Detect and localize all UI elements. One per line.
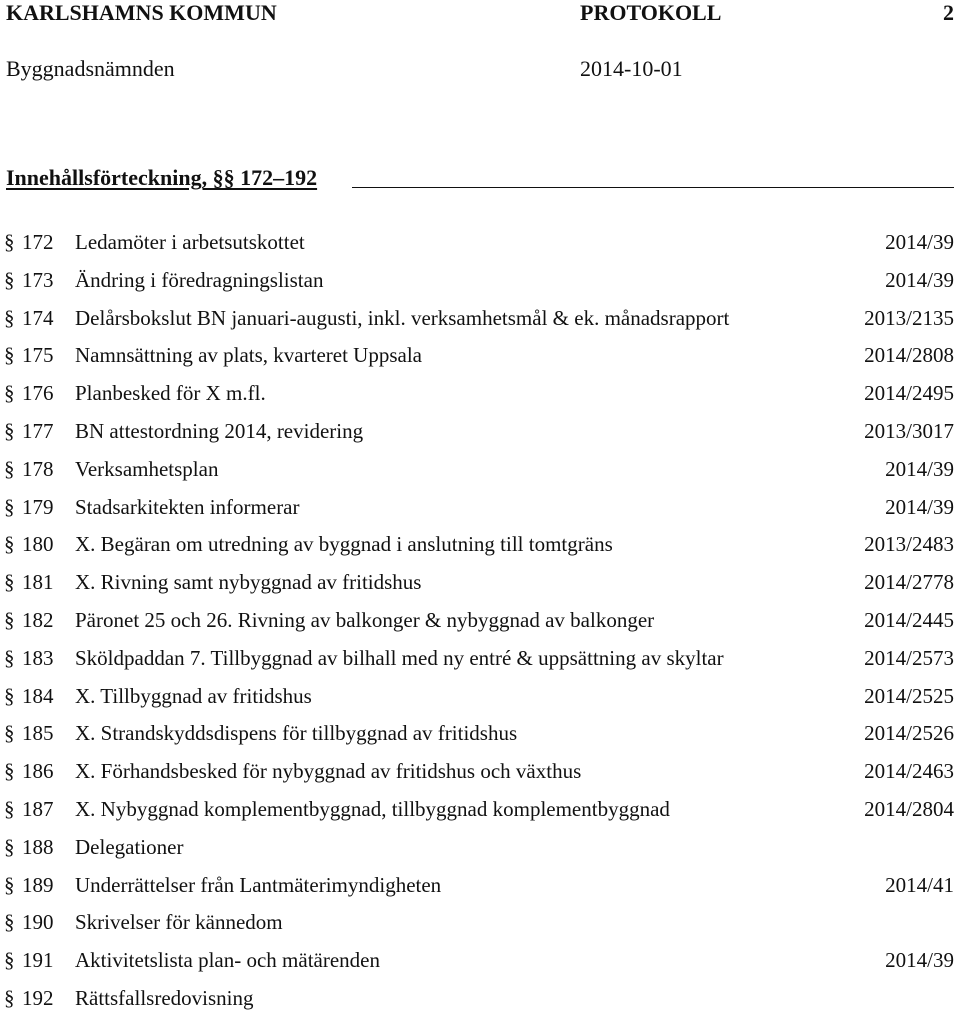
entry-title: Namnsättning av plats, kvarteret Uppsala: [75, 343, 422, 368]
section-symbol: §: [4, 305, 15, 330]
case-reference: 2014/2778: [864, 570, 954, 595]
document-subheader: [6, 56, 954, 82]
entry-title: Sköldpaddan 7. Tillbyggnad av bilhall med ny entré & uppsättning av skyltar: [75, 645, 724, 670]
entry-number: 186: [22, 759, 54, 784]
entry-title: X. Nybyggnad komplementbyggnad, tillbyggnad komplementbyggnad: [75, 796, 670, 821]
entry-title: X. Begäran om utredning av byggnad i anslutning till tomtgräns: [75, 532, 613, 557]
toc-entry: [0, 602, 960, 640]
section-symbol: §: [4, 721, 15, 746]
entry-title: BN attestordning 2014, revidering: [75, 418, 364, 443]
toc-entry: [0, 224, 960, 262]
case-reference: 2014/2495: [864, 381, 954, 406]
toc-entry: [0, 300, 960, 338]
entry-number: 176: [22, 381, 54, 406]
entry-number: 184: [22, 683, 54, 708]
board-name: Byggnadsnämnden: [6, 56, 175, 81]
page-number: 2: [943, 0, 954, 25]
toc-entry: [0, 526, 960, 564]
entry-title: X. Tillbyggnad av fritidshus: [75, 683, 312, 708]
toc-entry: [0, 904, 960, 942]
toc-entry: [0, 942, 960, 980]
toc-title: Innehållsförteckning, §§ 172–192: [6, 165, 318, 190]
section-symbol: §: [4, 948, 15, 973]
entry-number: 183: [22, 645, 54, 670]
toc-entry: [0, 262, 960, 300]
section-symbol: §: [4, 381, 15, 406]
meeting-date: 2014-10-01: [580, 56, 683, 81]
toc-entry: [0, 337, 960, 375]
toc-entry: [0, 489, 960, 527]
toc-list: [0, 224, 960, 1018]
section-symbol: §: [4, 834, 15, 859]
case-reference: 2013/3017: [864, 418, 954, 443]
section-symbol: §: [4, 418, 15, 443]
section-symbol: §: [4, 645, 15, 670]
entry-number: 173: [22, 267, 54, 292]
toc-entry: [0, 829, 960, 867]
entry-title: X. Strandskyddsdispens för tillbyggnad av fritidshus: [75, 721, 518, 746]
toc-entry: [0, 867, 960, 905]
toc-entry: [0, 678, 960, 716]
toc-entry: [0, 791, 960, 829]
section-symbol: §: [4, 494, 15, 519]
entry-title: Planbesked för X m.fl.: [75, 381, 266, 406]
entry-title: Ledamöter i arbetsutskottet: [75, 230, 305, 254]
entry-number: 182: [22, 607, 54, 632]
toc-entry: [0, 564, 960, 602]
case-reference: 2014/2463: [864, 759, 954, 784]
entry-title: Verksamhetsplan: [75, 456, 219, 481]
entry-number: 188: [22, 834, 54, 859]
entry-number: 172: [22, 230, 54, 254]
section-symbol: §: [4, 343, 15, 368]
toc-entry: [0, 451, 960, 489]
case-reference: 2014/39: [885, 456, 954, 481]
case-reference: 2014/39: [885, 230, 954, 254]
entry-title: X. Rivning samt nybyggnad av fritidshus: [75, 570, 422, 595]
section-symbol: §: [4, 607, 15, 632]
case-reference: 2014/2525: [864, 683, 954, 708]
section-symbol: §: [4, 985, 15, 1010]
entry-number: 179: [22, 494, 54, 519]
case-reference: 2014/41: [885, 872, 954, 897]
entry-title: Aktivitetslista plan- och mätärenden: [75, 948, 380, 973]
entry-title: Skrivelser för kännedom: [75, 910, 283, 935]
toc-heading: [6, 166, 954, 190]
section-symbol: §: [4, 230, 15, 254]
case-reference: 2014/39: [885, 267, 954, 292]
case-reference: 2014/2445: [864, 607, 954, 632]
entry-title: Delårsbokslut BN januari-augusti, inkl. verksamhetsmål & ek. månadsrapport: [75, 305, 730, 330]
entry-title: Päronet 25 och 26. Rivning av balkonger & nybyggnad av balkonger: [75, 607, 655, 632]
entry-number: 190: [22, 910, 54, 935]
case-reference: 2013/2483: [864, 532, 954, 557]
case-reference: 2014/39: [885, 494, 954, 519]
entry-number: 180: [22, 532, 54, 557]
heading-rule: [352, 187, 954, 188]
municipality-name: KARLSHAMNS KOMMUN: [6, 0, 277, 25]
section-symbol: §: [4, 532, 15, 557]
toc-entry: [0, 753, 960, 791]
section-symbol: §: [4, 267, 15, 292]
case-reference: 2014/2526: [864, 721, 954, 746]
case-reference: 2014/39: [885, 948, 954, 973]
entry-number: 191: [22, 948, 54, 973]
entry-number: 177: [22, 418, 54, 443]
toc-entry: [0, 640, 960, 678]
entry-title: Rättsfallsredovisning: [75, 985, 254, 1010]
entry-number: 175: [22, 343, 54, 368]
entry-title: Ändring i föredragningslistan: [75, 267, 324, 292]
case-reference: 2013/2135: [864, 305, 954, 330]
document-type: PROTOKOLL: [580, 0, 722, 25]
toc-entry: [0, 413, 960, 451]
entry-title: X. Förhandsbesked för nybyggnad av fritidshus och växthus: [75, 759, 582, 784]
document-header: [6, 0, 954, 26]
entry-number: 178: [22, 456, 54, 481]
section-symbol: §: [4, 456, 15, 481]
section-symbol: §: [4, 759, 15, 784]
entry-number: 192: [22, 985, 54, 1010]
toc-entry: [0, 715, 960, 753]
entry-number: 185: [22, 721, 54, 746]
case-reference: 2014/2573: [864, 645, 954, 670]
entry-title: Stadsarkitekten informerar: [75, 494, 300, 519]
case-reference: 2014/2804: [864, 796, 954, 821]
entry-title: Delegationer: [75, 834, 184, 859]
entry-number: 181: [22, 570, 54, 595]
toc-entry: [0, 375, 960, 413]
section-symbol: §: [4, 872, 15, 897]
toc-entry: [0, 980, 960, 1018]
entry-number: 174: [22, 305, 54, 330]
entry-number: 187: [22, 796, 54, 821]
section-symbol: §: [4, 683, 15, 708]
entry-number: 189: [22, 872, 54, 897]
entry-title: Underrättelser från Lantmäterimyndigheten: [75, 872, 442, 897]
case-reference: 2014/2808: [864, 343, 954, 368]
section-symbol: §: [4, 910, 15, 935]
section-symbol: §: [4, 796, 15, 821]
section-symbol: §: [4, 570, 15, 595]
